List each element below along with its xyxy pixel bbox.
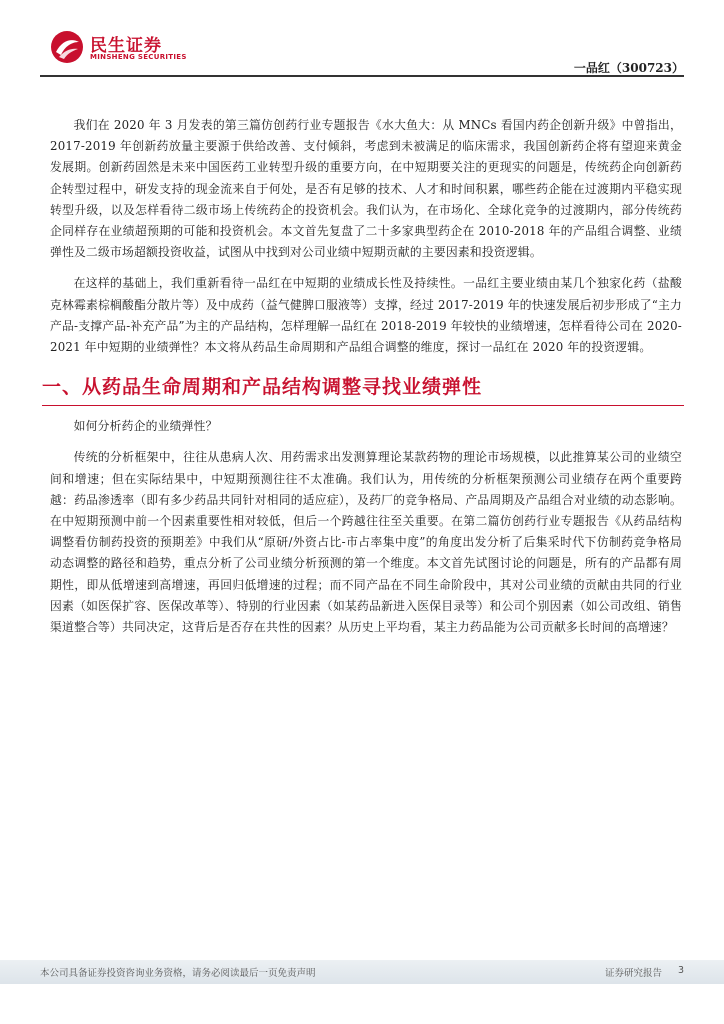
header-divider <box>40 75 684 77</box>
paragraph-company-overview: 在这样的基础上，我们重新看待一品红在中短期的业绩成长性及持续性。一品红主要业绩由某几个独家化药（盐酸克林霉素棕榈酸酯分散片等）及中成药（益气健脾口服液等）支撑，经过 2017-2019 年的快速发展后初步形成了“主力产品-支撑产品-补充产品”为主的产品结构，怎样理解一品红在 2018-2019 年较快的业绩增速，怎样看待公司在 2020-2021 年中短期的业绩弹性？本文将从药品生命周期和产品组合调整的维度，探讨一品红在 2020 年的投资逻辑。 <box>50 276 682 355</box>
logo-chinese-name: 民生证券 <box>90 36 162 56</box>
paragraph-analysis: 传统的分析框架中，往往从患病人次、用药需求出发测算理论某款药物的理论市场规模，以此推算某公司的业绩空间和增速；但在实际结果中，中短期预测往往不太准确。我们认为，用传统的分析框架预测公司业绩存在两个重要跨越：药品渗透率（即有多少药品共同针对相同的适应症），及药厂的竞争格局、产品周期及产品组合对业绩的动态影响。在中短期预测中前一个因素重要性相对较低，但后一个跨越往往至关重要。在第二篇仿创药行业专题报告《从药品结构调整看仿制药投资的预期差》中我们从“原研/外资占比-市占率集中度”的角度出发分析了后集采时代下仿制药竞争格局动态调整的路径和趋势，重点分析了公司业绩分析预测的第一个维度。本文首先试图讨论的问题是，所有的产品都有周期性，即从低增速到高增速，再回归低增速的过程；而不同产品在不同生命阶段中，其对公司业绩的贡献由共同的行业因素（如医保扩容、医保改革等）、特别的行业因素（如某药品新进入医保目录等）和公司个别因素（如公司改组、销售渠道整合等）共同决定，这背后是否存在共性的因素？从历史上平均看，某主力药品能为公司贡献多长时间的高增速？ <box>50 450 682 635</box>
paragraph-intro: 我们在 2020 年 3 月发表的第三篇仿创药行业专题报告《水大鱼大：从 MNCs 看国内药企创新升级》中曾指出，2017-2019 年创新药放量主要源于供给改善、支付倾斜，考虑到未被满足的临床需求，我国创新药企将有望迎来黄金发展期。创新药固然是未来中国医药工业转型升级的重要方向，在中短期要关注的更现实的问题是，传统药企向创新药企转型过程中，研发支持的现金流来自于何处，是否有足够的技术、人才和时间积累，哪些药企能在过渡期内平稳实现转型升级，以及怎样看待二级市场上传统药企的投资机会。我们认为，在市场化、全球化竞争的过渡期内，部分传统药企同样存在业绩超预期的可能和投资机会。本文首先复盘了二十多家典型药企在 2010-2018 年的产品组合调整、业绩弹性及二级市场超额投资收益，试图从中找到对公司业绩中短期贡献的主要因素和投资逻辑。 <box>50 118 682 260</box>
company-stock-code: 一品红（300723） <box>573 61 684 75</box>
logo-english-name: MINSHENG SECURITIES <box>90 53 187 61</box>
section-title: 一、从药品生命周期和产品结构调整寻找业绩弹性 <box>42 372 684 406</box>
page-footer <box>0 960 724 1024</box>
footer-disclaimer: 本公司具备证券投资咨询业务资格，请务必阅读最后一页免责声明 <box>40 968 316 979</box>
page-header <box>0 0 724 80</box>
company-logo <box>50 30 200 66</box>
page-number: 3 <box>677 965 684 976</box>
footer-report-type: 证券研究报告 <box>604 968 662 979</box>
section-question: 如何分析药企的业绩弹性？ <box>73 419 218 434</box>
report-body <box>42 115 682 648</box>
minsheng-logo-icon <box>50 30 84 64</box>
